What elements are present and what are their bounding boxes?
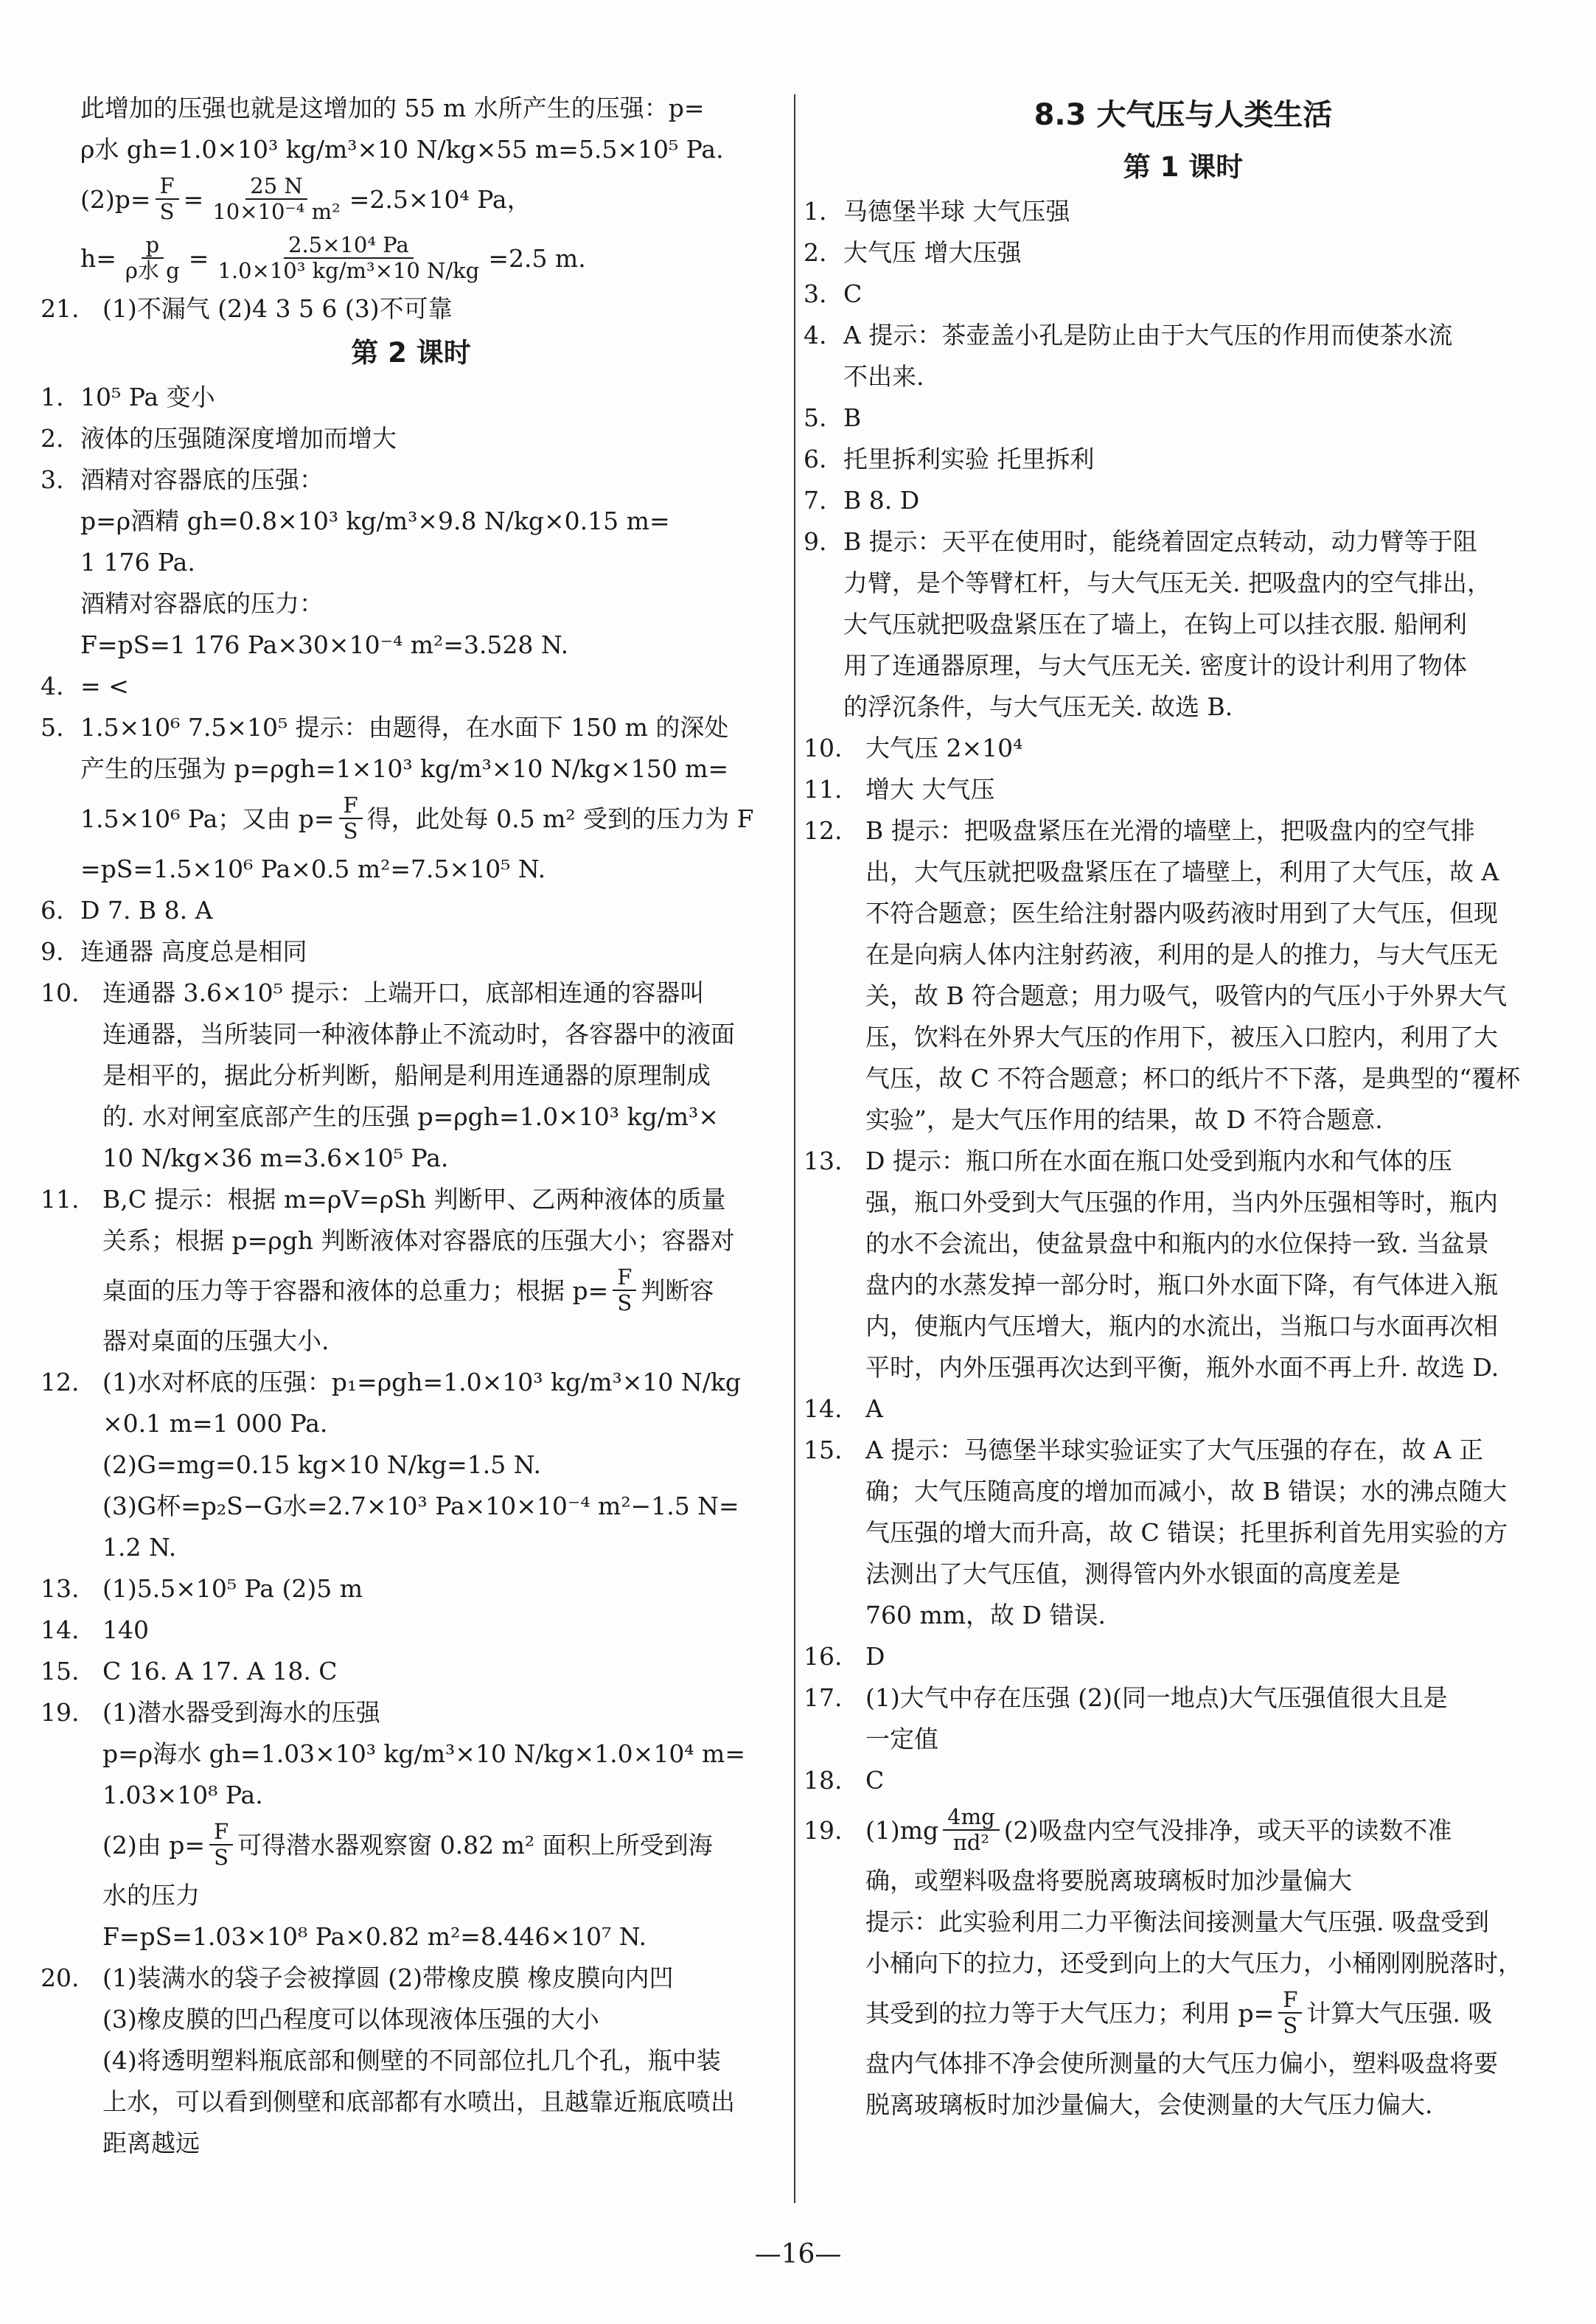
answer-item: 13. D 提示：瓶口所在水面在瓶口处受到瓶内水和气体的压 (804, 1146, 1452, 1175)
lesson-heading: 第 1 课时 (1123, 150, 1244, 183)
text-line: F=pS=1 176 Pa×30×10⁻⁴ m²=3.528 N. (80, 630, 569, 659)
text-line: 的浮沉条件，与大气压无关. 故选 B. (843, 692, 1233, 721)
text-line: 在是向病人体内注射药液，利用的是人的推力，与大气压无 (865, 939, 1498, 969)
fraction: $\frac{25 N}{\text{10×10⁻⁴ m²}}$ (212, 173, 341, 224)
text-line: 1.2 N. (102, 1532, 177, 1562)
text-line: 内，使瓶内气压增大，瓶内的水流出，当瓶口与水面再次相 (865, 1311, 1498, 1340)
column-divider (794, 94, 795, 2203)
text-line: 小桶向下的拉力，还受到向上的大气压力，小桶刚刚脱落时， (865, 1948, 1522, 1977)
answer-item: 3. C (804, 279, 863, 308)
text-line: 用了连通器原理，与大气压无关. 密度计的设计利用了物体 (843, 650, 1467, 680)
fraction: $\frac{p}{\text{ρ水 g}}$ (125, 232, 180, 283)
text-line: 1 176 Pa. (80, 547, 195, 577)
text-line: 1.03×10⁸ Pa. (102, 1780, 263, 1809)
text-line: 确；大气压随高度的增加而减小，故 B 错误；水的沸点随大 (865, 1476, 1508, 1506)
text-line: 器对桌面的压强大小. (102, 1326, 330, 1355)
answer-item: 12. B 提示：把吸盘紧压在光滑的墙壁上，把吸盘内的空气排 (804, 815, 1475, 845)
formula-line: (2)p= $\frac{F}{S}$ = $\frac{25 N}{\text{10×10⁻⁴ m²}}$ =2.5×10⁴ Pa， (80, 173, 532, 224)
text-line: 大气压就把吸盘紧压在了墙上，在钩上可以挂衣服. 船闸利 (843, 609, 1467, 639)
text-line: 产生的压强为 p=ρgh=1×10³ kg/m³×10 N/kg×150 m= (80, 754, 729, 783)
text-line: 距离越远 (102, 2128, 200, 2157)
answer-item: 17. (1)大气中存在压强 (2)(同一地点)大气压强值很大且是 (804, 1683, 1448, 1712)
answer-item: 19. (1)潜水器受到海水的压强 (41, 1697, 380, 1727)
answer-item: 21. (1)不漏气 (2)4 3 5 6 (3)不可靠 (41, 293, 453, 323)
answer-item: 14. 140 (41, 1615, 149, 1644)
text-line: ×0.1 m=1 000 Pa. (102, 1408, 328, 1438)
answer-item: 15. C 16. A 17. A 18. C (41, 1656, 338, 1685)
text-line: 酒精对容器底的压力： (80, 588, 324, 618)
text-line: 强，瓶口外受到大气压强的作用，当内外压强相等时，瓶内 (865, 1187, 1498, 1217)
text-line: (3)G杯=p₂S−G水=2.7×10³ Pa×10×10⁻⁴ m²−1.5 N= (102, 1491, 739, 1520)
answer-item: 9. 连通器 高度总是相同 (41, 936, 307, 966)
text-line: 确，或塑料吸盘将要脱离玻璃板时加沙量偏大 (865, 1865, 1352, 1895)
answer-item: 3. 酒精对容器底的压强： (41, 465, 324, 494)
answer-item: 18. C (804, 1765, 885, 1795)
text-line: 关系；根据 p=ρgh 判断液体对容器底的压强大小；容器对 (102, 1225, 735, 1255)
answer-item: 11. 增大 大气压 (804, 774, 995, 804)
text-line: (2)G=mg=0.15 kg×10 N/kg=1.5 N. (102, 1450, 542, 1479)
text-line: p=ρ海水 gh=1.03×10³ kg/m³×10 N/kg×1.0×10⁴ m= (102, 1739, 745, 1768)
text-line: 平时，内外压强再次达到平衡，瓶外水面不再上升. 故选 D. (865, 1352, 1499, 1382)
text-line: (4)将透明塑料瓶底部和侧壁的不同部位扎几个孔，瓶中装 (102, 2045, 721, 2075)
left-column (41, 87, 781, 2163)
answer-item: 5. 1.5×10⁶ 7.5×10⁵ 提示：由题得，在水面下 150 m 的深处 (41, 712, 729, 742)
answer-item: 1. 10⁵ Pa 变小 (41, 382, 215, 411)
text-line: 760 mm，故 D 错误. (865, 1600, 1106, 1629)
text-line: 不出来. (843, 361, 924, 391)
fraction: $\frac{F}{S}$ (156, 175, 179, 223)
lesson-heading: 第 2 课时 (351, 336, 471, 369)
answer-item: 2. 大气压 增大压强 (804, 237, 1022, 267)
text-line: 提示：此实验利用二力平衡法间接测量大气压强. 吸盘受到 (865, 1907, 1489, 1936)
answer-item: 16. D (804, 1641, 885, 1671)
fraction: $\frac{F}{S}$ (209, 1821, 233, 1868)
answer-item: 9. B 提示：天平在使用时，能绕着固定点转动，动力臂等于阻 (804, 526, 1477, 556)
page-number: —16— (754, 2239, 842, 2269)
answer-item: 11. B,C 提示：根据 m=ρV=ρSh 判断甲、乙两种液体的质量 (41, 1184, 726, 1214)
text-line: (3)橡皮膜的凹凸程度可以体现液体压强的大小 (102, 2004, 599, 2034)
answer-item: 4. = < (41, 671, 129, 700)
text-line: p=ρ酒精 gh=0.8×10³ kg/m³×9.8 N/kg×0.15 m= (80, 506, 670, 535)
text-line: 不符合题意；医生给注射器内吸药液时用到了大气压，但现 (865, 898, 1498, 928)
section-title: 8.3 大气压与人类生活 (1034, 98, 1333, 132)
text-line: 气压强的增大而升高，故 C 错误；托里拆利首先用实验的方 (865, 1517, 1508, 1547)
fraction: $\frac{F}{S}$ (613, 1267, 636, 1314)
answer-item: 14. A (804, 1394, 883, 1423)
answer-item: 6. D 7. B 8. A (41, 895, 213, 925)
answer-item: 12. (1)水对杯底的压强：p₁=ρgh=1.0×10³ kg/m³×10 N/kg (41, 1367, 742, 1396)
answer-item: 20. (1)装满水的袋子会被撑圆 (2)带橡皮膜 橡皮膜向内凹 (41, 1963, 674, 1992)
text-line: 压，饮料在外界大气压的作用下，被压入口腔内，利用了大 (865, 1022, 1498, 1051)
answer-item: 10. 连通器 3.6×10⁵ 提示：上端开口，底部相连通的容器叫 (41, 978, 705, 1007)
text-line: 实验”，是大气压作用的结果，故 D 不符合题意. (865, 1104, 1383, 1134)
answer-item: 7. B 8. D (804, 485, 920, 515)
answer-item: 19. (1)mg $\frac{4mg}{\text{πd²}}$ (2)吸盘内空气没排净，或天平的读数不准 (804, 1804, 1452, 1855)
text-line: 一定值 (865, 1724, 938, 1753)
text-line: 是相平的，据此分析判断，船闸是利用连通器的原理制成 (102, 1060, 711, 1090)
text-line: F=pS=1.03×10⁸ Pa×0.82 m²=8.446×10⁷ N. (102, 1921, 647, 1951)
text-line: 关，故 B 符合题意；用力吸气，吸管内的气压小于外界大气 (865, 981, 1508, 1010)
answer-item: 1. 马德堡半球 大气压强 (804, 196, 1070, 226)
text-line: 水的压力 (102, 1880, 200, 1910)
text-line: 盘内的水蒸发掉一部分时，瓶口外水面下降，有气体进入瓶 (865, 1270, 1498, 1299)
answer-item: 2. 液体的压强随深度增加而增大 (41, 423, 397, 453)
answer-item: 13. (1)5.5×10⁵ Pa (2)5 m (41, 1573, 363, 1603)
text-line: 脱离玻璃板时加沙量偏大，会使测量的大气压力偏大. (865, 2090, 1433, 2119)
text-line: 盘内气体排不净会使所测量的大气压力偏小，塑料吸盘将要 (865, 2048, 1498, 2078)
formula-line: (2)由 p= $\frac{F}{S}$ 可得潜水器观察窗 0.82 m² 面积上所受到海 (102, 1819, 713, 1870)
text-line: 出，大气压就把吸盘紧压在了墙壁上，利用了大气压，故 A (865, 857, 1499, 886)
text-line: =pS=1.5×10⁶ Pa×0.5 m²=7.5×10⁵ N. (80, 854, 546, 883)
answer-item: 5. B (804, 403, 862, 432)
fraction: $\frac{F}{S}$ (339, 795, 363, 842)
answer-item: 10. 大气压 2×10⁴ (804, 733, 1023, 762)
text-line: 上水，可以看到侧壁和底部都有水喷出，且越靠近瓶底喷出 (102, 2087, 735, 2116)
text-line: 此增加的压强也就是这增加的 55 m 水所产生的压强：p= (80, 93, 705, 122)
fraction: $\frac{\text{2.5×10⁴ Pa}}{\text{1.0×10³ kg/m³×10 N/kg}}$ (217, 232, 480, 283)
formula-line: h= $\frac{p}{\text{ρ水 g}}$ = $\frac{\text{2.5×10⁴ Pa}}{\text{1.0×10³ kg/m³×10 N/kg}}$ =2.5 m. (80, 232, 586, 283)
fraction: $\frac{4mg}{\text{πd²}}$ (943, 1806, 1000, 1854)
text-line: 的. 水对闸室底部产生的压强 p=ρgh=1.0×10³ kg/m³× (102, 1102, 719, 1131)
fraction: $\frac{F}{S}$ (1278, 1989, 1302, 2036)
formula-line: 桌面的压力等于容器和液体的总重力；根据 p= $\frac{F}{S}$ 判断容 (102, 1264, 714, 1315)
answer-item: 4. A 提示：茶壶盖小孔是防止由于大气压的作用而使茶水流 (804, 320, 1453, 349)
answer-item: 6. 托里拆利实验 托里拆利 (804, 444, 1095, 473)
text-line: 10 N/kg×36 m=3.6×10⁵ Pa. (102, 1143, 449, 1172)
text-line: 力臂，是个等臂杠杆，与大气压无关. 把吸盘内的空气排出， (843, 568, 1491, 597)
text-line: 的水不会流出，使盆景盘中和瓶内的水位保持一致. 当盆景 (865, 1228, 1489, 1258)
text-line: 气压，故 C 不符合题意；杯口的纸片不下落，是典型的“覆杯 (865, 1063, 1521, 1093)
text-line: 法测出了大气压值，测得管内外水银面的高度差是 (865, 1559, 1401, 1588)
text-line: ρ水 gh=1.0×10³ kg/m³×10 N/kg×55 m=5.5×10⁵ Pa. (80, 134, 724, 164)
right-column (804, 87, 1563, 2125)
text-line: 连通器，当所装同一种液体静止不流动时，各容器中的液面 (102, 1019, 735, 1048)
formula-line: 其受到的拉力等于大气压力；利用 p= $\frac{F}{S}$ 计算大气压强. 吸 (865, 1987, 1493, 2038)
formula-line: 1.5×10⁶ Pa；又由 p= $\frac{F}{S}$ 得，此处每 0.5 m² 受到的压力为 F (80, 793, 754, 843)
answer-item: 15. A 提示：马德堡半球实验证实了大气压强的存在，故 A 正 (804, 1435, 1484, 1464)
